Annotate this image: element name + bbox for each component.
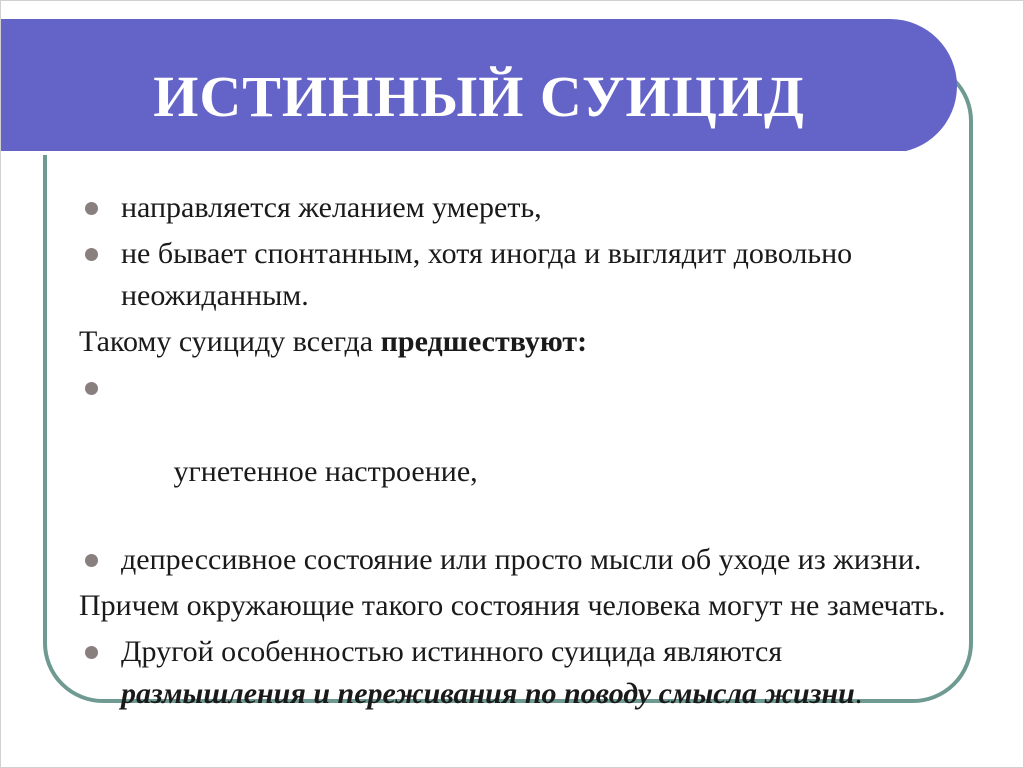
list-item [79, 233, 959, 317]
bullet-icon [85, 554, 98, 567]
item-text: Другой особенностью истинного суицида являются [121, 635, 783, 668]
item-emphasis-text: размышления и переживания по поводу смысла жизни [121, 677, 855, 710]
item-text: направляется желанием умереть, [121, 191, 542, 224]
item-text: не бывает спонтанным, хотя иногда и выглядит довольно неожиданным. [121, 237, 853, 312]
bullet-icon [85, 382, 98, 395]
paragraph [79, 585, 959, 627]
list-item [79, 539, 959, 581]
item-suffix-text: . [854, 677, 863, 710]
item-text: угнетенное настроение, [166, 455, 478, 488]
list-item [79, 187, 959, 229]
title-underline [1, 151, 905, 155]
item-text: Такому суициду всегда [79, 325, 381, 358]
item-text: Причем окружающие такого состояния человека могут не замечать. [79, 589, 946, 622]
paragraph [79, 321, 959, 363]
bullet-icon [85, 202, 98, 215]
slide-title: ИСТИННЫЙ СУИЦИД [153, 64, 805, 129]
title-bar [1, 19, 957, 153]
item-text: депрессивное состояние или просто мысли об уходе из жизни. [121, 543, 922, 576]
slide-body [79, 187, 959, 719]
item-bold-text: предшествуют: [380, 325, 588, 358]
bullet-icon [85, 248, 98, 261]
list-item [79, 631, 959, 715]
bullet-icon [85, 646, 98, 659]
list-item [79, 367, 959, 535]
